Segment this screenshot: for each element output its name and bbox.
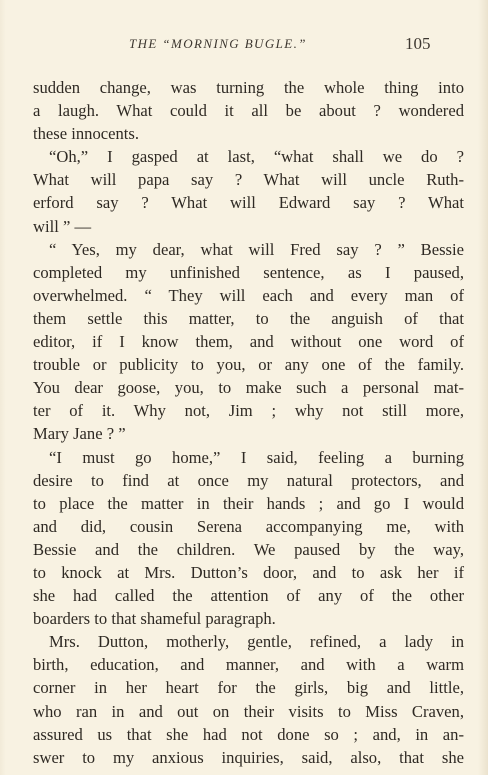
text-line: completed my unfinished sentence, as I paused, (33, 262, 464, 282)
text-line: trouble or publicity to you, or any one of the family. (33, 355, 464, 375)
text-line: she had called the attention of any of the other (33, 586, 464, 606)
text-line: “ Yes, my dear, what will Fred say ? ” Bessie (49, 239, 464, 259)
text-line: overwhelmed. “ They will each and every man of (33, 285, 464, 305)
text-line: boarders to that shameful paragraph. (33, 609, 276, 629)
text-line: them settle this matter, to the anguish of that (33, 308, 464, 328)
text-line: assured us that she had not done so ; and, in an- (33, 724, 464, 744)
text-line: editor, if I know them, and without one word of (33, 332, 464, 352)
running-title: THE “MORNING BUGLE.” (129, 36, 307, 51)
page-number: 105 (405, 34, 431, 53)
text-line: Mary Jane ? ” (33, 424, 126, 444)
text-line: “I must go home,” I said, feeling a burning (49, 447, 464, 467)
text-line: these innocents. (33, 124, 139, 144)
text-line: sudden change, was turning the whole thing into (33, 78, 464, 97)
text-line: a laugh. What could it all be about ? wondered (33, 101, 464, 121)
text-line: will ” — (33, 216, 92, 236)
text-line: swer to my anxious inquiries, said, also, that she (33, 747, 464, 767)
text-line: ter of it. Why not, Jim ; why not still more, (33, 401, 464, 421)
page-header (0, 36, 488, 58)
text-line: You dear goose, you, to make such a personal mat- (33, 378, 464, 398)
text-line: What will papa say ? What will uncle Ruth- (33, 170, 464, 190)
text-line: corner in her heart for the girls, big and little, (33, 678, 464, 698)
text-line: birth, education, and manner, and with a warm (33, 655, 464, 675)
text-line: Bessie and the children. We paused by the way, (33, 539, 464, 559)
left-page-edge (0, 0, 6, 775)
text-line: to place the matter in their hands ; and go I would (33, 493, 464, 513)
text-line: to knock at Mrs. Dutton’s door, and to ask her if (33, 562, 464, 582)
text-line: erford say ? What will Edward say ? What (33, 193, 464, 213)
text-line: “Oh,” I gasped at last, “what shall we do ? (49, 147, 464, 167)
page-body (33, 76, 464, 769)
text-line: Mrs. Dutton, motherly, gentle, refined, a lady in (49, 632, 464, 652)
right-page-edge (478, 0, 488, 775)
text-line: and did, cousin Serena accompanying me, with (33, 516, 464, 536)
text-line: desire to find at once my natural protectors, and (33, 470, 464, 490)
text-line: who ran in and out on their visits to Miss Craven, (33, 701, 464, 721)
